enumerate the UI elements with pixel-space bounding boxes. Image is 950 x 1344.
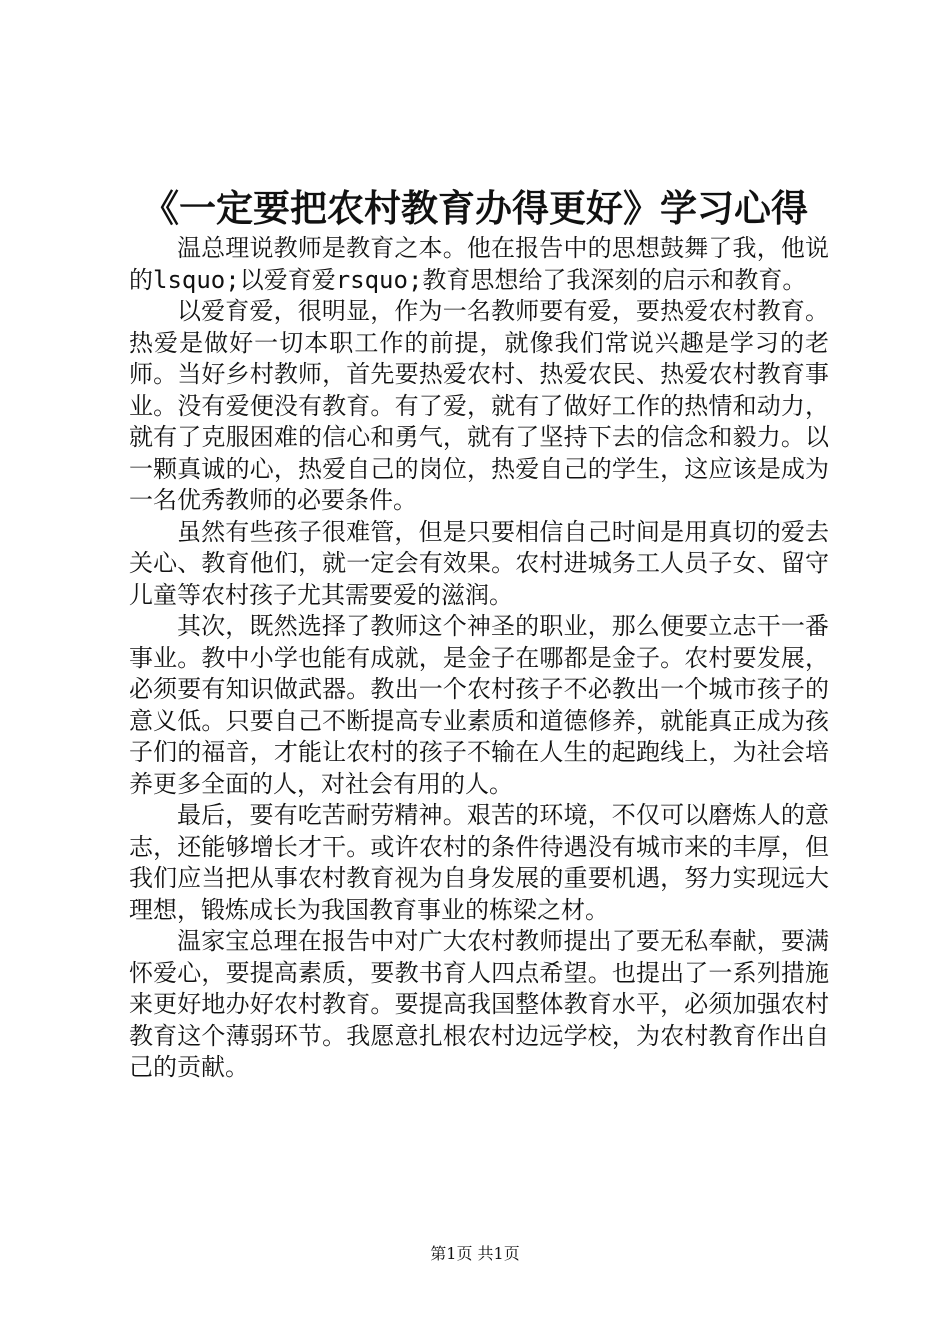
document-title: 《一定要把农村教育办得更好》学习心得 [142, 186, 808, 230]
paragraph-5: 最后，要有吃苦耐劳精神。艰苦的环境，不仅可以磨炼人的意志，还能够增长才干。或许农村的条件待遇没有城市来的丰厚，但我们应当把从事农村教育视为自身发展的重要机遇，努力实现远大理想，锻炼成长为我国教育事业的栋梁之材。 [129, 801, 829, 924]
paragraph-6: 温家宝总理在报告中对广大农村教师提出了要无私奉献，要满怀爱心，要提高素质，要教书育人四点希望。也提出了一系列措施来更好地办好农村教育。要提高我国整体教育水平，必须加强农村教育这个薄弱环节。我愿意扎根农村边远学校，为农村教育作出自己的贡献。 [129, 927, 829, 1081]
paragraph-3: 虽然有些孩子很难管，但是只要相信自己时间是用真切的爱去关心、教育他们，就一定会有效果。农村进城务工人员子女、留守儿童等农村孩子尤其需要爱的滋润。 [129, 517, 829, 609]
paragraph-4: 其次，既然选择了教师这个神圣的职业，那么便要立志干一番事业。教中小学也能有成就，是金子在哪都是金子。农村要发展，必须要有知识做武器。教出一个农村孩子不必教出一个城市孩子的意义低。只要自己不断提高专业素质和道德修养，就能真正成为孩子们的福音，才能让农村的孩子不输在人生的起跑线上，为社会培养更多全面的人，对社会有用的人。 [129, 612, 829, 798]
page-footer: 第1页 共1页 [430, 1244, 520, 1263]
paragraph-2: 以爱育爱，很明显，作为一名教师要有爱，要热爱农村教育。热爱是做好一切本职工作的前提，就像我们常说兴趣是学习的老师。当好乡村教师，首先要热爱农村、热爱农民、热爱农村教育事业。没有爱便没有教育。有了爱，就有了做好工作的热情和动力，就有了克服困难的信心和勇气，就有了坚持下去的信念和毅力。以一颗真诚的心，热爱自己的岗位，热爱自己的学生，这应该是成为一名优秀教师的必要条件。 [129, 297, 829, 514]
document-body [129, 233, 829, 1084]
paragraph-1: 温总理说教师是教育之本。他在报告中的思想鼓舞了我，他说的lsquo;以爱育爱rsquo;教育思想给了我深刻的启示和教育。 [129, 234, 829, 294]
